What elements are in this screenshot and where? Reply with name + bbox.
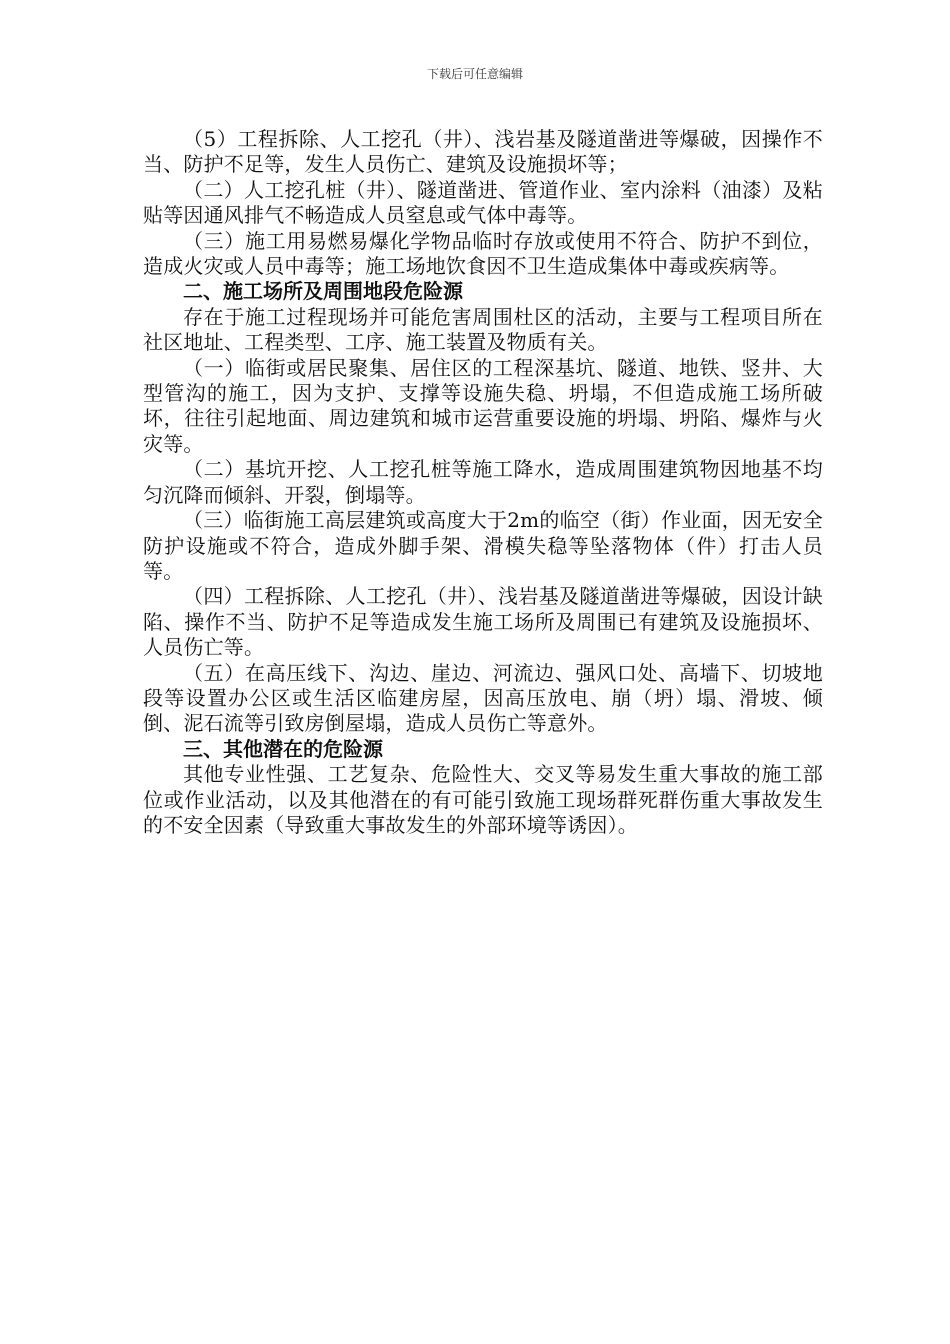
document-body: [143, 127, 823, 838]
page-header-note: 下载后可任意编辑: [426, 67, 523, 81]
paragraph-dewatering-settlement: （二）基坑开挖、人工挖孔桩等施工降水，造成周围建筑物因地基不均匀沉降而倾斜、开裂，倒塌等。: [143, 457, 823, 507]
section-heading-other-hazards: 三、其他潜在的危险源: [183, 736, 383, 761]
section-heading-surroundings: 二、施工场所及周围地段危险源: [183, 279, 463, 304]
paragraph-demolition-blasting: （四）工程拆除、人工挖孔（井）、浅岩基及隧道凿进等爆破，因设计缺陷、操作不当、防护不足等造成发生施工场所及周围已有建筑及设施损坏、人员伤亡等。: [143, 584, 823, 660]
paragraph-other-potential-hazards: 其他专业性强、工艺复杂、危险性大、交叉等易发生重大事故的施工部位或作业活动，以及其他潜在的有可能引致施工现场群死群伤重大事故发生的不安全因素（导致重大事故发生的外部环境等诱因）。: [143, 762, 823, 837]
paragraph-flammable-chemicals: （三）施工用易燃易爆化学物品临时存放或使用不符合、防护不到位，造成火灾或人员中毒等；施工场地饮食因不卫生造成集体中毒或疾病等。: [143, 228, 823, 279]
paragraph-community-activities: 存在于施工过程现场并可能危害周围杜区的活动，主要与工程项目所在社区地址、工程类型、工序、施工装置及物质有关。: [143, 304, 823, 355]
paragraph-suffocation-poisoning: （二）人工挖孔桩（井）、隧道凿进、管道作业、室内涂料（油漆）及粘贴等因通风排气不畅造成人员窒息或气体中毒等。: [143, 177, 823, 228]
paragraph-deep-foundation-collapse: （一）临街或居民聚集、居住区的工程深基坑、隧道、地铁、竖井、大型管沟的施工，因为支护、支撑等设施失稳、坍塌，不但造成施工场所破坏，往往引起地面、周边建筑和城市运营重要设施的坍塌、坍陷、爆炸与火灾等。: [143, 355, 823, 456]
paragraph-blasting-operations: （5）工程拆除、人工挖孔（井）、浅岩基及隧道凿进等爆破，因操作不当、防护不足等，发生人员伤亡、建筑及设施损坏等；: [143, 127, 823, 177]
paragraph-falling-objects: （三）临街施工高层建筑或高度大于2m的临空（街）作业面，因无安全防护设施或不符合，造成外脚手架、滑模失稳等坠落物体（件）打击人员等。: [143, 508, 823, 583]
paragraph-temporary-housing-siting: （五）在高压线下、沟边、崖边、河流边、强风口处、高墙下、切坡地段等设置办公区或生活区临建房屋，因高压放电、崩（坍）塌、滑坡、倾倒、泥石流等引致房倒屋塌，造成人员伤亡等意外。: [143, 660, 823, 736]
